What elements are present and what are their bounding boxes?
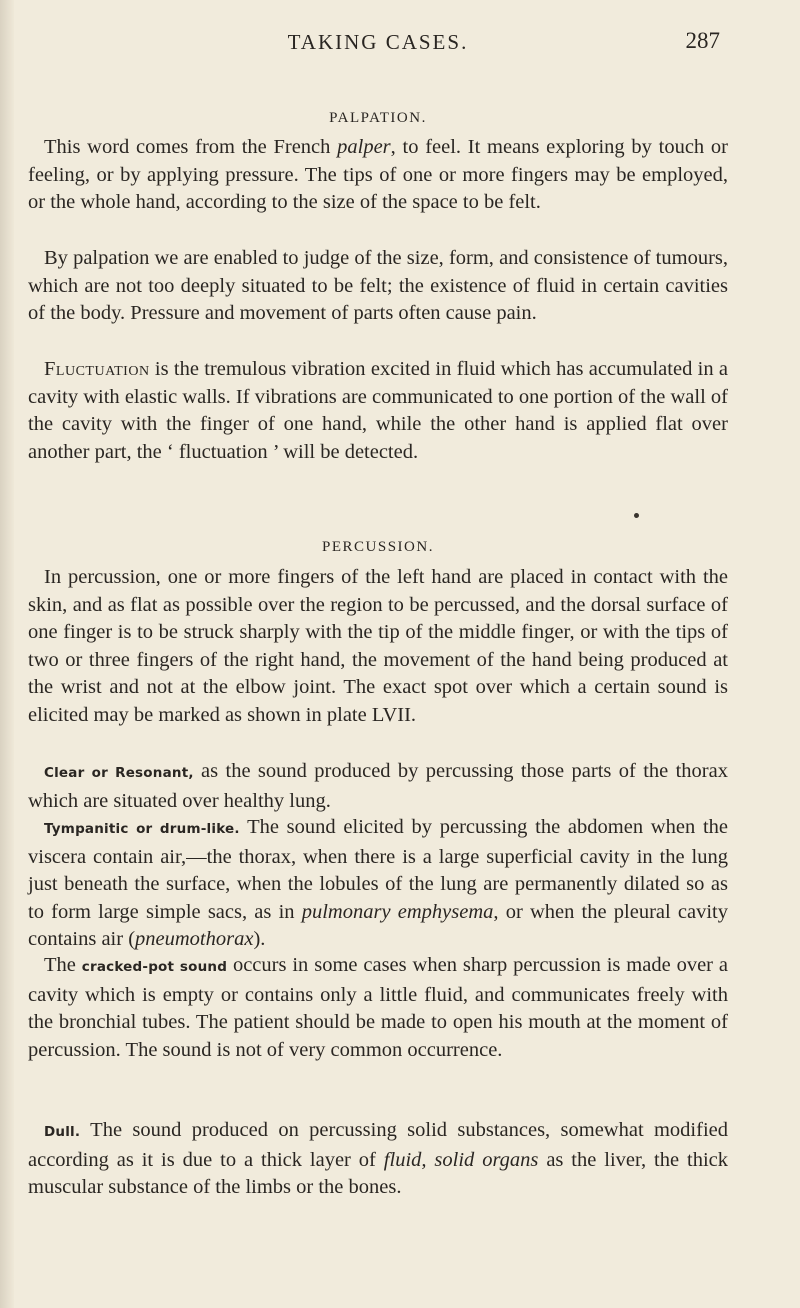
book-spine-shadow (0, 0, 14, 1308)
italic-term: fluid, solid organs (383, 1148, 539, 1171)
italic-term: pneumothorax (135, 928, 254, 951)
page-header (28, 28, 728, 58)
paragraph-cracked-pot (28, 952, 728, 1064)
text-span: is the tremulous vibration excited in fluid which has accumulated in a cavity with elastic walls. If vibrations are communicated to one portion of the wall of the cavity with the finger of one hand, while the other hand is applied flat over another part, the ‘ fluctuation ’ will be detected. (28, 358, 728, 463)
term-fluctuation: Fluctuation (44, 358, 150, 380)
text-span: The sound elicited by percussing the abdomen when the viscera contain air,—the thorax, when there is a large superficial cavity in the lung just beneath the surface, when the lobules of the lung are permanently dilated so as to form large simple sacs, as in (28, 816, 728, 923)
text-span: as the liver, the thick muscular substance of the limbs or the bones. (28, 1148, 729, 1199)
term-cracked-pot: cracked-pot sound (81, 959, 228, 975)
text-span: ). (253, 928, 266, 951)
term-tympanitic: Tympanitic or drum-like. (44, 821, 240, 837)
paragraph-palpation-uses (28, 245, 728, 328)
text-span: as the sound produced by percussing those parts of the thorax which are situated over healthy lung. (28, 760, 728, 812)
paragraph-fluctuation (28, 356, 728, 466)
paragraph-percussion-method (28, 564, 728, 730)
italic-term: pulmonary emphysema (301, 900, 494, 923)
running-head: TAKING CASES. (287, 30, 469, 54)
text-span: The (44, 954, 82, 976)
paragraph-clear-resonant (28, 758, 728, 815)
section-heading-percussion: PERCUSSION. (322, 539, 434, 555)
paragraph-palpation-definition (28, 134, 728, 217)
text-span: , to feel. It means exploring by touch or feeling, or by applying pressure. The tips of one or more fingers may be employed, or the whole hand, according to the size of the space to be felt. (28, 136, 728, 214)
paragraph-tympanitic (28, 814, 728, 954)
section-heading-palpation: PALPATION. (329, 110, 427, 126)
text-span: This word comes from the French (44, 136, 338, 158)
page-number: 287 (685, 28, 720, 53)
text-span: The sound produced on percussing solid substances, somewhat modified according as it is due to a thick layer of (28, 1119, 728, 1171)
text-span: , or when the pleural cavity contains air ( (28, 900, 728, 951)
paragraph-dull (28, 1117, 728, 1202)
term-clear-resonant: Clear or Resonant, (44, 765, 194, 781)
italic-term: palper (337, 136, 391, 158)
term-dull: Dull. (44, 1124, 81, 1140)
print-speck (634, 513, 639, 518)
text-span: By palpation we are enabled to judge of the size, form, and consistence of tumours, which are not too deeply situated to be felt; the existence of fluid in certain cavities of the body. Pressure and movement of parts often cause pain. (28, 247, 728, 325)
text-span: occurs in some cases when sharp percussion is made over a cavity which is empty or contains only a little fluid, and communicates freely with the bronchial tubes. The patient should be made to open his mouth at the moment of percussion. The sound is not of very common occurrence. (28, 954, 729, 1061)
text-span: In percussion, one or more fingers of the left hand are placed in contact with the skin, and as flat as possible over the region to be percussed, and the dorsal surface of one finger is to be struck sharply with the tip of the middle finger, or with the tips of two or three fingers of the right hand, the movement of the hand being produced at the wrist and not at the elbow joint. The exact spot over which a certain sound is elicited may be marked as shown in plate LVII. (28, 566, 728, 726)
